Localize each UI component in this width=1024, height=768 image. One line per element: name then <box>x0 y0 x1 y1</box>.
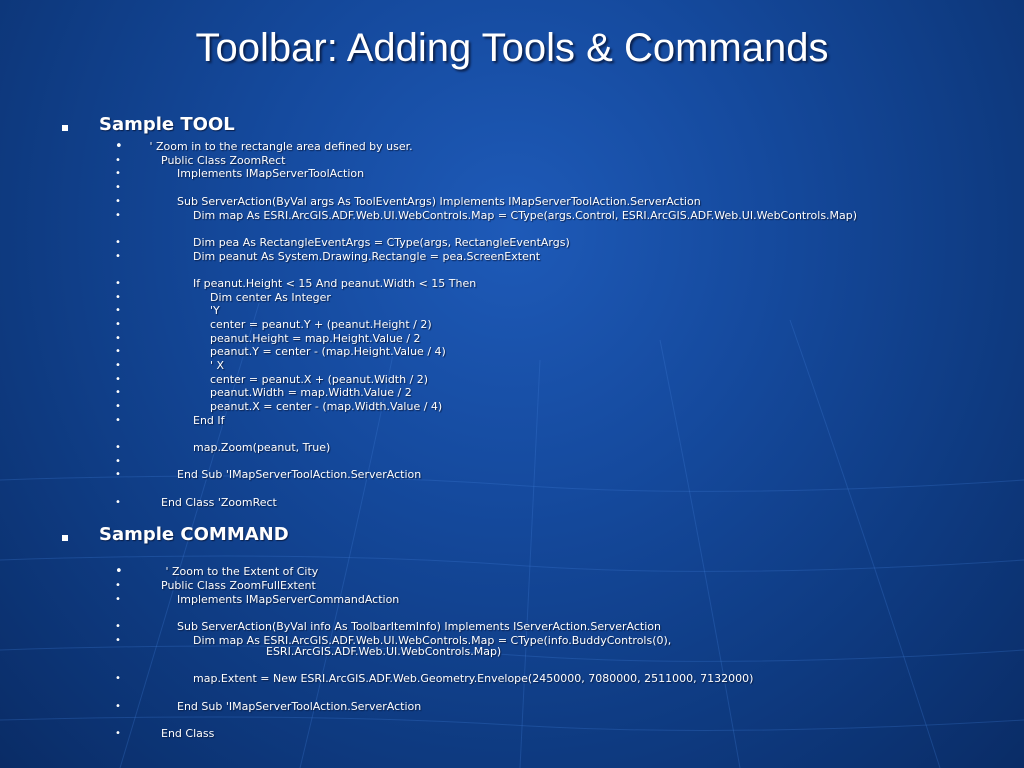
code-line <box>0 181 1024 195</box>
code-text: Implements IMapServerCommandAction <box>177 593 400 606</box>
code-line <box>0 154 1024 168</box>
code-line <box>0 304 1024 318</box>
code-text: Dim map As ESRI.ArcGIS.ADF.Web.UI.WebControls.Map = CType(info.BuddyControls(0), <box>193 634 672 647</box>
code-text: peanut.Height = map.Height.Value / 2 <box>210 332 421 345</box>
bullet-icon: • <box>115 442 121 453</box>
code-line <box>0 167 1024 181</box>
code-text: Dim map As ESRI.ArcGIS.ADF.Web.UI.WebControls.Map = CType(args.Control, ESRI.ArcGIS.ADF.Web.UI.WebControls.Map) <box>193 209 858 222</box>
code-text: End If <box>193 414 225 427</box>
code-text: If peanut.Height < 15 And peanut.Width < 15 Then <box>193 277 477 290</box>
bullet-icon: • <box>115 594 121 605</box>
code-text: Dim peanut As System.Drawing.Rectangle = pea.ScreenExtent <box>193 250 541 263</box>
bullet-icon: • <box>115 182 121 193</box>
code-line <box>0 332 1024 346</box>
code-line <box>0 291 1024 305</box>
code-line <box>0 672 1024 686</box>
code-text: center = peanut.Y + (peanut.Height / 2) <box>210 318 432 331</box>
code-line <box>0 620 1024 634</box>
code-text: 'Y <box>210 304 220 317</box>
bullet-icon: • <box>115 621 121 632</box>
code-line <box>0 386 1024 400</box>
bullet-icon: • <box>115 168 121 179</box>
code-text: Dim center As Integer <box>210 291 331 304</box>
bullet-icon: • <box>115 635 121 646</box>
bullet-icon: • <box>115 251 121 262</box>
code-line <box>0 250 1024 264</box>
bullet-icon: • <box>115 387 121 398</box>
code-line <box>0 579 1024 593</box>
code-line <box>0 565 1024 579</box>
code-text: center = peanut.X + (peanut.Width / 2) <box>210 373 429 386</box>
code-text: Sub ServerAction(ByVal info As ToolbarItemInfo) Implements IServerAction.ServerAction <box>177 620 661 633</box>
code-text: ' Zoom to the Extent of City <box>162 565 319 578</box>
code-line <box>0 727 1024 741</box>
section-label: Sample TOOL <box>99 114 235 135</box>
bullet-icon: • <box>115 278 121 289</box>
code-text: peanut.Width = map.Width.Value / 2 <box>210 386 412 399</box>
bullet-icon: • <box>115 469 121 480</box>
bullet-icon: • <box>115 728 121 739</box>
code-text: ESRI.ArcGIS.ADF.Web.UI.WebControls.Map) <box>266 645 502 658</box>
bullet-icon: • <box>115 497 121 508</box>
code-line <box>0 496 1024 510</box>
code-text: End Class <box>161 727 215 740</box>
bullet-icon: • <box>115 360 121 371</box>
code-line <box>0 700 1024 714</box>
code-line <box>0 209 1024 223</box>
code-text: map.Zoom(peanut, True) <box>193 441 331 454</box>
code-text: map.Extent = New ESRI.ArcGIS.ADF.Web.Geometry.Envelope(2450000, 7080000, 2511000, 7132000) <box>193 672 754 685</box>
bullet-icon: • <box>115 415 121 426</box>
code-line <box>0 195 1024 209</box>
bullet-icon: • <box>115 346 121 357</box>
code-line <box>0 455 1024 469</box>
code-text: Public Class ZoomFullExtent <box>161 579 316 592</box>
bullet-icon: • <box>115 237 121 248</box>
code-line-continuation <box>0 645 1024 659</box>
bullet-icon: • <box>115 196 121 207</box>
code-line <box>0 468 1024 482</box>
bullet-icon: • <box>115 456 121 467</box>
code-text: Public Class ZoomRect <box>161 154 286 167</box>
code-line <box>0 414 1024 428</box>
code-text: End Sub 'IMapServerToolAction.ServerAction <box>177 700 422 713</box>
bullet-icon: • <box>115 580 121 591</box>
bullet-icon: • <box>115 564 123 579</box>
code-text: ' Zoom in to the rectangle area defined by user. <box>146 140 413 153</box>
bullet-icon: • <box>115 701 121 712</box>
slide-title: Toolbar: Adding Tools & Commands <box>195 26 829 70</box>
bullet-icon: • <box>115 319 121 330</box>
code-line <box>0 236 1024 250</box>
code-line <box>0 140 1024 154</box>
code-line <box>0 345 1024 359</box>
code-line <box>0 400 1024 414</box>
square-bullet-icon <box>62 125 68 131</box>
code-text: Implements IMapServerToolAction <box>177 167 365 180</box>
code-text: End Class 'ZoomRect <box>161 496 277 509</box>
section-label: Sample COMMAND <box>99 524 289 545</box>
bullet-icon: • <box>115 673 121 684</box>
code-text: peanut.Y = center - (map.Height.Value / 4) <box>210 345 446 358</box>
bullet-icon: • <box>115 139 123 154</box>
code-line <box>0 359 1024 373</box>
bullet-icon: • <box>115 333 121 344</box>
code-line <box>0 373 1024 387</box>
code-text: Dim pea As RectangleEventArgs = CType(args, RectangleEventArgs) <box>193 236 570 249</box>
code-text: End Sub 'IMapServerToolAction.ServerAction <box>177 468 422 481</box>
bullet-icon: • <box>115 305 121 316</box>
code-line <box>0 277 1024 291</box>
bullet-icon: • <box>115 374 121 385</box>
bullet-icon: • <box>115 210 121 221</box>
square-bullet-icon <box>62 535 68 541</box>
code-line <box>0 318 1024 332</box>
code-text: peanut.X = center - (map.Width.Value / 4) <box>210 400 443 413</box>
code-line <box>0 593 1024 607</box>
bullet-icon: • <box>115 401 121 412</box>
bullet-icon: • <box>115 155 121 166</box>
bullet-icon: • <box>115 292 121 303</box>
code-text: Sub ServerAction(ByVal args As ToolEventArgs) Implements IMapServerToolAction.ServerAction <box>177 195 701 208</box>
code-text: ' X <box>210 359 225 372</box>
code-line <box>0 441 1024 455</box>
